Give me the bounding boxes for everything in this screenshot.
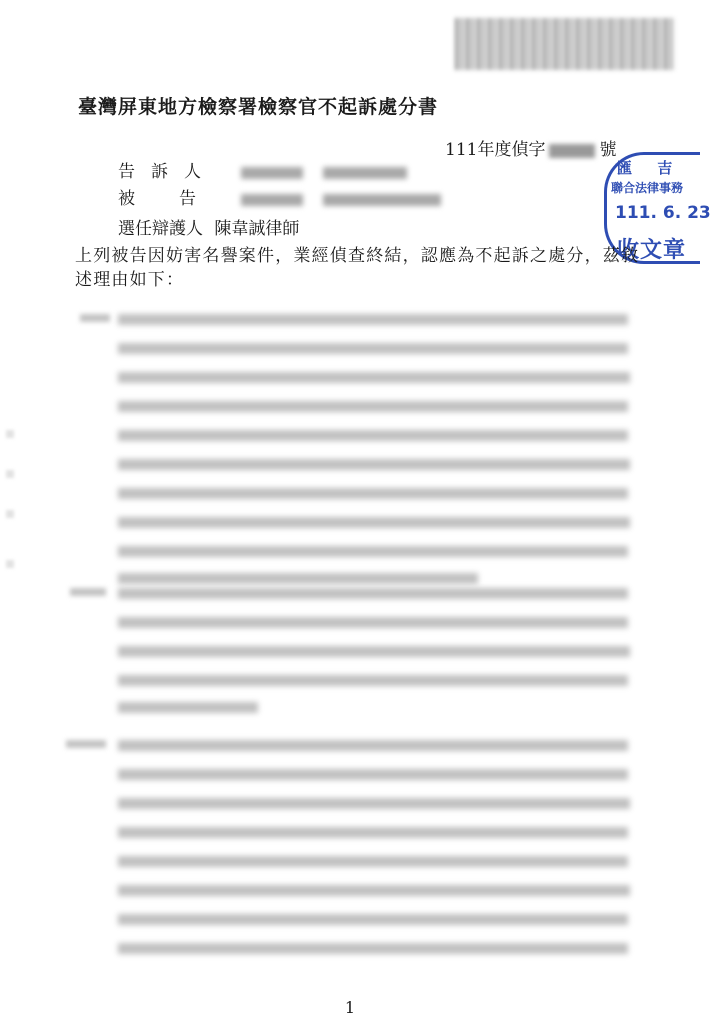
margin-dot	[6, 430, 14, 438]
complainant-row	[118, 157, 421, 182]
redacted-line	[118, 343, 628, 354]
redacted-line	[118, 646, 630, 657]
redacted-line	[118, 798, 630, 809]
redacted-line	[118, 546, 628, 557]
stamp-firm-short: 匯 吉	[617, 159, 683, 177]
stamp-firm-name: 聯合法律事務	[611, 181, 684, 195]
redacted-line	[118, 459, 630, 470]
counsel-name: 陳韋誠律師	[214, 219, 300, 239]
redacted-line	[118, 885, 630, 896]
document-title: 臺灣屏東地方檢察署檢察官不起訴處分書	[78, 96, 439, 118]
redacted-line	[118, 372, 630, 383]
redacted-section-marker	[70, 588, 106, 596]
redacted-line	[118, 488, 628, 499]
redacted-defendant-info	[323, 194, 441, 206]
redacted-line	[118, 827, 628, 838]
defendant-label: 被告	[118, 189, 240, 209]
case-number-prefix: 111年度偵字	[445, 140, 546, 160]
redacted-line	[118, 740, 628, 751]
defendant-row	[118, 184, 455, 209]
counsel-row	[118, 214, 299, 239]
redacted-barcode	[455, 18, 675, 70]
redacted-defendant-name	[241, 194, 303, 206]
margin-dot	[6, 470, 14, 478]
intro-paragraph: 上列被告因妨害名譽案件，業經偵查終結，認應為不起訴之處分，茲敘述理由如下：	[75, 246, 640, 290]
counsel-label: 選任辯護人	[118, 219, 203, 239]
page-number: 1	[344, 998, 356, 1017]
stamp-date: 111. 6. 23	[615, 203, 711, 223]
redacted-case-number	[549, 144, 595, 158]
redacted-line	[118, 573, 478, 584]
margin-dot	[6, 510, 14, 518]
redacted-complainant-info	[323, 167, 407, 179]
margin-dot	[6, 560, 14, 568]
redacted-line	[118, 517, 630, 528]
redacted-line	[118, 856, 628, 867]
redacted-line	[118, 401, 628, 412]
redacted-section-marker	[66, 740, 106, 748]
redacted-line	[118, 769, 628, 780]
case-number	[445, 135, 616, 160]
case-number-suffix: 號	[599, 140, 617, 160]
redacted-section-marker	[80, 314, 110, 322]
redacted-line	[118, 617, 628, 628]
redacted-line	[118, 675, 628, 686]
redacted-line	[118, 314, 628, 325]
redacted-line	[118, 702, 258, 713]
redacted-line	[118, 430, 628, 441]
redacted-line	[118, 914, 628, 925]
stamp-label: 收文章	[617, 238, 687, 263]
redacted-complainant-name	[241, 167, 303, 179]
redacted-line	[118, 943, 628, 954]
redacted-line	[118, 588, 628, 599]
complainant-label: 告訴人	[118, 162, 217, 182]
